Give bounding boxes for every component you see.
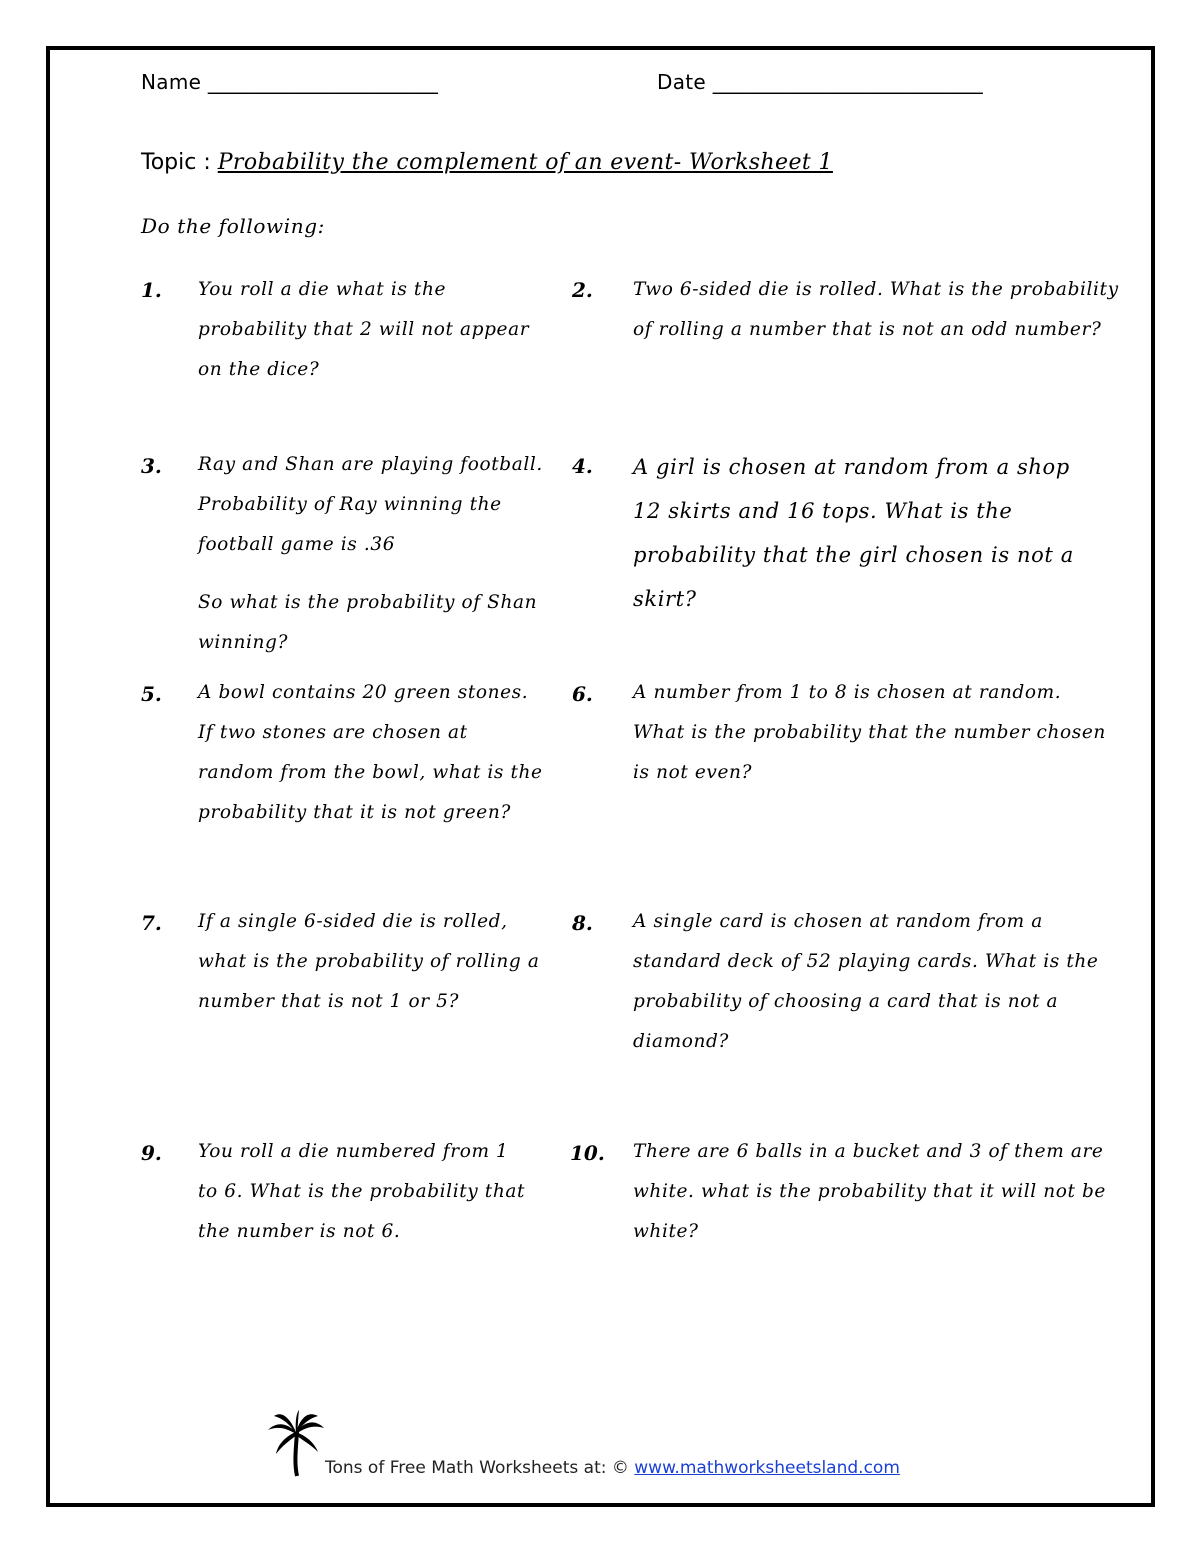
- question-number: 3.: [141, 454, 162, 478]
- question-number: 2.: [572, 278, 593, 302]
- name-label: Name: [141, 70, 202, 94]
- question-6-text: A number from 1 to 8 is chosen at random. What is the probability that the number chosen is not even?: [633, 682, 1106, 783]
- question-number: 8.: [572, 911, 593, 935]
- question-text: [633, 902, 1113, 1062]
- question-7-text: If a single 6-sided die is rolled, what is the probability of rolling a number that is not 1 or 5?: [198, 911, 540, 1012]
- question-text: [198, 1132, 528, 1252]
- name-line: _______________________: [207, 70, 438, 94]
- question-number: 4.: [572, 454, 593, 478]
- question-number: 10.: [570, 1141, 605, 1165]
- question-text: [198, 902, 548, 1022]
- date-field: [657, 70, 983, 94]
- date-line: ___________________________: [712, 70, 983, 94]
- question-text: [633, 673, 1113, 793]
- footer-link[interactable]: www.mathworksheetsland.com: [634, 1458, 900, 1478]
- question-text: [198, 445, 543, 663]
- name-field: [141, 70, 438, 94]
- question-text: [633, 270, 1123, 350]
- question-text: [198, 270, 558, 390]
- question-number: 6.: [572, 682, 593, 706]
- question-text: [633, 445, 1103, 621]
- topic-title: Probability the complement of an event- Worksheet 1: [217, 150, 833, 175]
- question-2-text: Two 6-sided die is rolled. What is the probability of rolling a number that is not an odd number?: [633, 279, 1119, 340]
- question-4-text: A girl is chosen at random from a shop 12 skirts and 16 tops. What is the probability that the girl chosen is not a skirt?: [633, 455, 1074, 611]
- topic-heading: [141, 150, 833, 175]
- instructions: Do the following:: [141, 214, 325, 238]
- footer-credit: [325, 1458, 900, 1478]
- palm-tree-icon: [266, 1410, 326, 1480]
- question-9-text: You roll a die numbered from 1 to 6. What is the probability that the number is not 6.: [198, 1141, 525, 1242]
- question-number: 7.: [141, 911, 162, 935]
- question-10-text: There are 6 balls in a bucket and 3 of them are white. what is the probability that it will not be white?: [633, 1141, 1106, 1242]
- question-number: 5.: [141, 682, 162, 706]
- question-text: [198, 673, 548, 833]
- footer-text: Tons of Free Math Worksheets at: ©: [325, 1458, 635, 1478]
- question-3-text: Ray and Shan are playing football. Probability of Ray winning the football game is .36: [198, 454, 543, 555]
- question-number: 1.: [141, 278, 162, 302]
- question-5-text: A bowl contains 20 green stones. If two stones are chosen at random from the bowl, what is the probability that it is not green?: [198, 682, 543, 823]
- question-number: 9.: [141, 1141, 162, 1165]
- question-text: [633, 1132, 1118, 1252]
- topic-label: Topic :: [141, 150, 218, 175]
- question-1-text: You roll a die what is the probability that 2 will not appear on the dice?: [198, 279, 530, 380]
- date-label: Date: [657, 70, 707, 94]
- question-3-followup: So what is the probability of Shan winning?: [198, 592, 538, 653]
- question-8-text: A single card is chosen at random from a standard deck of 52 playing cards. What is the probability of choosing a card that is not a diamond?: [633, 911, 1099, 1052]
